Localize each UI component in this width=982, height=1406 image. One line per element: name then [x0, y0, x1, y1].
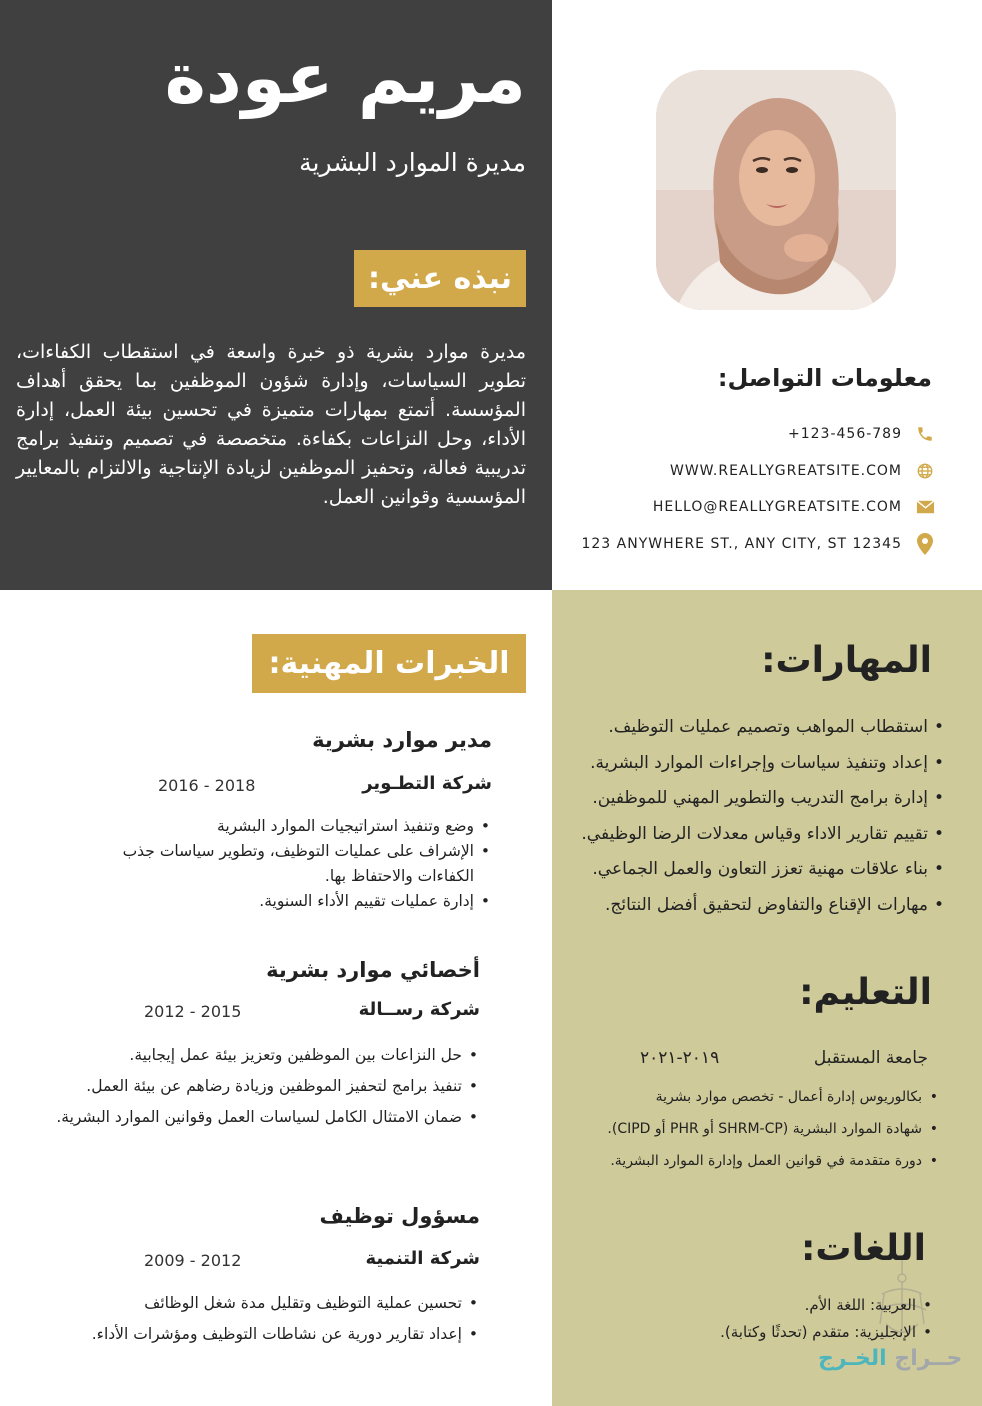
languages-heading: اللغات:: [801, 1228, 926, 1269]
job-1-title: مدير موارد بشرية: [312, 728, 492, 752]
job-3-bullet-1: • تحسين عملية التوظيف وتقليل مدة شغل الوظائف: [50, 1288, 480, 1319]
job-1-bullet-2: • الإشراف على عمليات التوظيف، وتطوير سياسات جذب الكفاءات والاحتفاظ بها.: [102, 839, 492, 889]
job-2-company: شركة رســالة: [358, 999, 480, 1020]
job-2-bullet-3: • ضمان الامتثال الكامل لسياسات العمل وقوانين الموارد البشرية.: [50, 1102, 480, 1133]
language-item: • الإنجليزية: متقدم (تحدثًا وكتابة).: [634, 1319, 934, 1346]
contact-address[interactable]: [516, 532, 936, 556]
job-3-bullet-2: • إعداد تقارير دورية عن نشاطات التوظيف ومؤشرات الأداء.: [50, 1319, 480, 1350]
contact-email-text: HELLO@REALLYGREATSITE.COM: [652, 499, 902, 515]
phone-icon: [914, 423, 936, 445]
job-1-bullets: [102, 814, 492, 914]
watermark-part-b: الخـرج: [818, 1346, 887, 1371]
education-item: • بكالوريوس إدارة أعمال - تخصص موارد بشرية: [540, 1081, 940, 1113]
site-watermark: [818, 1346, 962, 1371]
job-2-bullet-1: • حل النزاعات بين الموظفين وتعزيز بيئة عمل إيجابية.: [50, 1040, 480, 1071]
contact-website[interactable]: [516, 459, 936, 483]
location-icon: [914, 533, 936, 555]
profile-photo: [656, 70, 896, 310]
skill-item: • إعداد وتنفيذ سياسات وإجراءات الموارد البشرية.: [546, 746, 946, 782]
education-years: ٢٠١٩-٢٠٢١: [640, 1048, 720, 1068]
candidate-name: مريم عودة: [164, 37, 526, 119]
skill-item: • إدارة برامج التدريب والتطوير المهني للموظفين.: [546, 781, 946, 817]
experience-heading: الخبرات المهنية:: [252, 634, 526, 693]
job-3-bullets: [50, 1288, 480, 1350]
contact-website-text: WWW.REALLYGREATSITE.COM: [669, 463, 902, 479]
skill-item: • بناء علاقات مهنية تعزز التعاون والعمل الجماعي.: [546, 852, 946, 888]
job-2-bullet-2: • تنفيذ برامج لتحفيز الموظفين وزيادة رضاهم عن بيئة العمل.: [50, 1071, 480, 1102]
languages-list: [634, 1292, 934, 1346]
education-item: • دورة متقدمة في قوانين العمل وإدارة الموارد البشرية.: [540, 1145, 940, 1177]
job-2-bullets: [50, 1040, 480, 1133]
watermark-part-a: حــراج: [894, 1346, 963, 1371]
job-2-title: أخصائي موارد بشرية: [266, 958, 480, 982]
job-1-years: 2016 - 2018: [158, 776, 256, 795]
skill-item: • تقييم تقارير الاداء وقياس معدلات الرضا الوظيفي.: [546, 817, 946, 853]
job-3-title: مسؤول توظيف: [319, 1204, 480, 1228]
job-1-bullet-3: • إدارة عمليات تقييم الأداء السنوية.: [102, 889, 492, 914]
education-item: • شهادة الموارد البشرية (SHRM-CP أو PHR أو CIPD).: [540, 1113, 940, 1145]
contact-phone-text: +123-456-789: [788, 426, 902, 442]
profile-photo-illustration: [656, 70, 896, 310]
about-heading: نبذه عني:: [354, 250, 526, 307]
skills-heading: المهارات:: [761, 640, 932, 681]
about-text: مديرة موارد بشرية ذو خبرة واسعة في استقطاب الكفاءات، تطوير السياسات، وإدارة شؤون الموظفين بما يحقق أهداف المؤسسة. أتمتع بمهارات متميزة في تحسين بيئة العمل، إدارة الأداء، وحل النزاعات بكفاءة. متخصصة في تصميم وتنفيذ برامج تدريبية فعالة، وتحفيز الموظفين لزيادة الإنتاجية والالتزام بالمعايير المؤسسية وقوانين العمل.: [16, 341, 526, 508]
contact-phone[interactable]: [516, 422, 936, 446]
skills-list: [546, 710, 946, 923]
education-school: جامعة المستقبل: [813, 1048, 928, 1068]
job-3-company: شركة التنمية: [365, 1248, 480, 1269]
skill-item: • مهارات الإقناع والتفاوض لتحقيق أفضل النتائج.: [546, 888, 946, 924]
job-2-years: 2012 - 2015: [144, 1002, 242, 1021]
job-1-company: شركة التطـوير: [362, 773, 492, 794]
email-icon: [914, 496, 936, 518]
education-heading: التعليم:: [799, 972, 932, 1013]
job-1-bullet-1: • وضع وتنفيذ استراتيجيات الموارد البشرية: [102, 814, 492, 839]
skill-item: • استقطاب المواهب وتصميم عمليات التوظيف.: [546, 710, 946, 746]
job-3-years: 2009 - 2012: [144, 1251, 242, 1270]
contact-heading: معلومات التواصل:: [717, 364, 932, 392]
contact-address-text: 123 ANYWHERE ST., ANY CITY, ST 12345: [581, 536, 902, 552]
language-item: • العربية: اللغة الأم.: [634, 1292, 934, 1319]
education-list: [540, 1081, 940, 1177]
globe-icon: [914, 460, 936, 482]
candidate-job-title: مديرة الموارد البشرية: [299, 148, 526, 177]
contact-email[interactable]: [516, 495, 936, 519]
